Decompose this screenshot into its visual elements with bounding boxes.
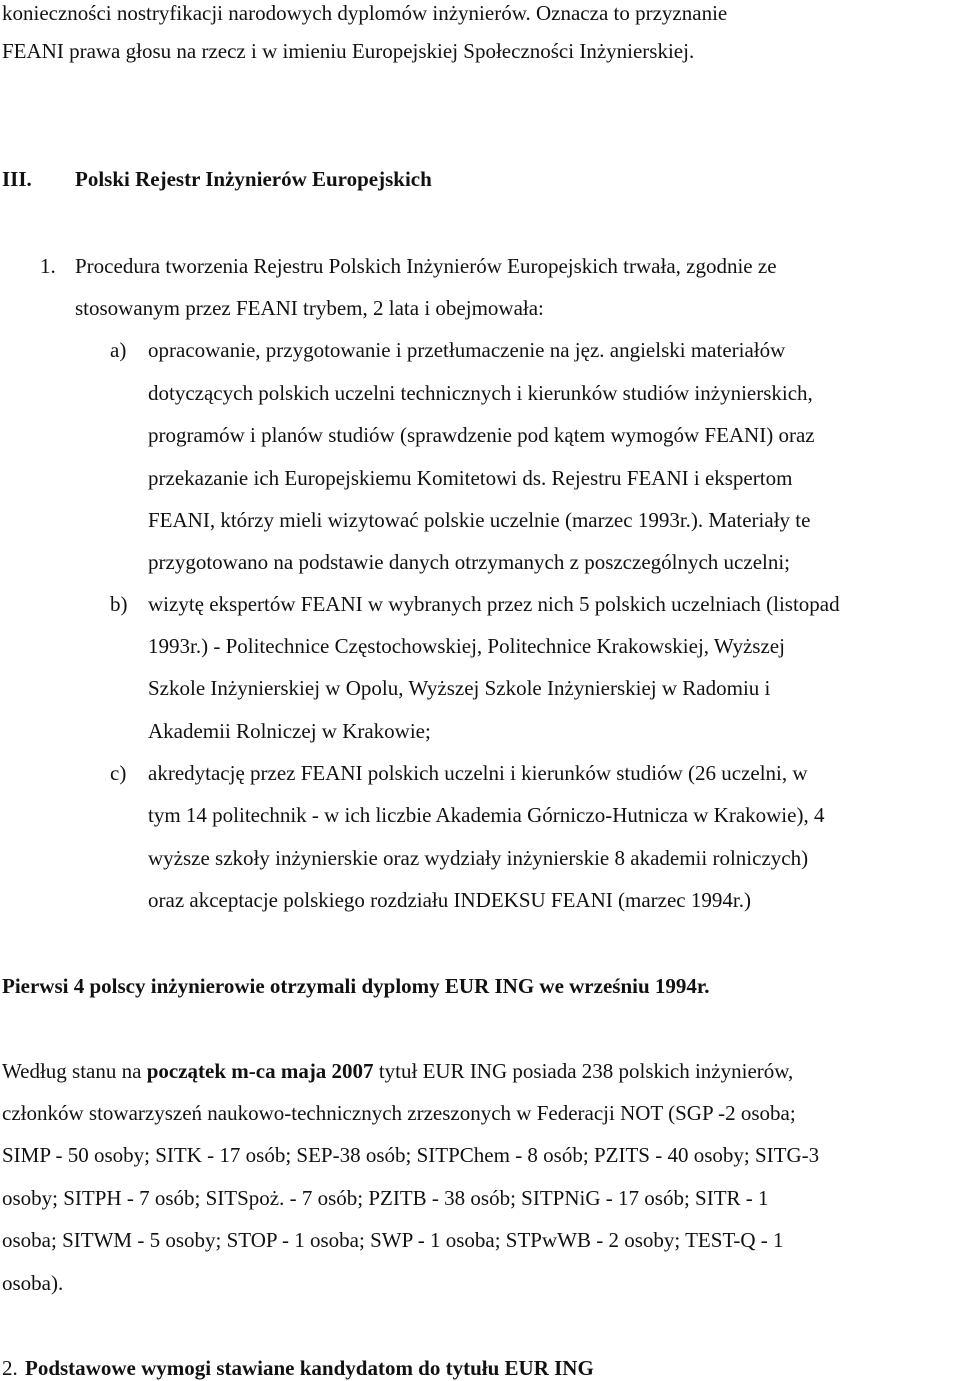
sub-a-line-1: opracowanie, przygotowanie i przetłumaczenie na jęz. angielski materiałów bbox=[148, 338, 786, 362]
sub-b-line-1: wizytę ekspertów FEANI w wybranych przez nich 5 polskich uczelniach (listopad bbox=[148, 592, 840, 616]
status-line-6: osoba). bbox=[2, 1271, 64, 1295]
status-line-1 bbox=[2, 1058, 793, 1084]
item2-number: 2. bbox=[2, 1356, 18, 1380]
sub-a-line-2: dotyczących polskich uczelni technicznych i kierunków studiów inżynierskich, bbox=[148, 381, 813, 405]
sub-b-line-3: Szkole Inżynierskiej w Opolu, Wyższej Szkole Inżynierskiej w Radomiu i bbox=[148, 676, 771, 700]
sub-a-marker: a) bbox=[110, 338, 127, 362]
item1-line-2: stosowanym przez FEANI trybem, 2 lata i obejmowała: bbox=[75, 296, 544, 320]
status-line-3: SIMP - 50 osoby; SITK - 17 osób; SEP-38 osób; SITPChem - 8 osób; PZITS - 40 osoby; SITG-3 bbox=[2, 1143, 820, 1167]
status-prefix: Według stanu na bbox=[2, 1059, 147, 1083]
item1-line-1: Procedura tworzenia Rejestru Polskich Inżynierów Europejskich trwała, zgodnie ze bbox=[75, 254, 777, 278]
sub-a-line-4: przekazanie ich Europejskiemu Komitetowi ds. Rejestru FEANI i ekspertom bbox=[148, 466, 793, 490]
sub-c-line-2: tym 14 politechnik - w ich liczbie Akademia Górniczo-Hutnicza w Krakowie), 4 bbox=[148, 803, 825, 827]
sub-b-line-2: 1993r.) - Politechnice Częstochowskiej, Politechnice Krakowskiej, Wyższej bbox=[148, 634, 785, 658]
sub-c-line-1: akredytację przez FEANI polskich uczelni i kierunków studiów (26 uczelni, w bbox=[148, 761, 808, 785]
status-line-5: osoba; SITWM - 5 osoby; STOP - 1 osoba; SWP - 1 osoba; STPwWB - 2 osoby; TEST-Q - 1 bbox=[2, 1228, 784, 1252]
status-suffix: tytuł EUR ING posiada 238 polskich inżynierów, bbox=[373, 1059, 794, 1083]
sub-c-line-4: oraz akceptacje polskiego rozdziału INDEKSU FEANI (marzec 1994r.) bbox=[148, 888, 751, 912]
status-line-4: osoby; SITPH - 7 osób; SITSpoż. - 7 osób; PZITB - 38 osób; SITPNiG - 17 osób; SITR - 1 bbox=[2, 1186, 769, 1210]
sub-a-line-3: programów i planów studiów (sprawdzenie pod kątem wymogów FEANI) oraz bbox=[148, 423, 815, 447]
intro-line-1: konieczności nostryfikacji narodowych dyplomów inżynierów. Oznacza to przyznanie bbox=[2, 1, 728, 25]
status-line-2: członków stowarzyszeń naukowo-technicznych zrzeszonych w Federacji NOT (SGP -2 osoba; bbox=[2, 1101, 796, 1125]
section-title: Polski Rejestr Inżynierów Europejskich bbox=[75, 167, 432, 191]
intro-line-2: FEANI prawa głosu na rzecz i w imieniu Europejskiej Społeczności Inżynierskiej. bbox=[2, 39, 695, 63]
sub-b-line-4: Akademii Rolniczej w Krakowie; bbox=[148, 719, 431, 743]
sub-a-line-6: przygotowano na podstawie danych otrzymanych z poszczególnych uczelni; bbox=[148, 550, 791, 574]
section-number: III. bbox=[2, 167, 32, 191]
sub-a-line-5: FEANI, którzy mieli wizytować polskie uczelnie (marzec 1993r.). Materiały te bbox=[148, 508, 811, 532]
status-date: początek m-ca maja 2007 bbox=[146, 1059, 374, 1083]
item2-title: Podstawowe wymogi stawiane kandydatom do tytułu EUR ING bbox=[25, 1356, 594, 1380]
item1-number: 1. bbox=[40, 254, 56, 278]
sub-c-line-3: wyższe szkoły inżynierskie oraz wydziały inżynierskie 8 akademii rolniczych) bbox=[148, 846, 809, 870]
sub-c-marker: c) bbox=[110, 761, 127, 785]
sub-b-marker: b) bbox=[110, 592, 128, 616]
first-engineers-statement: Pierwsi 4 polscy inżynierowie otrzymali dyplomy EUR ING we wrześniu 1994r. bbox=[2, 974, 710, 998]
